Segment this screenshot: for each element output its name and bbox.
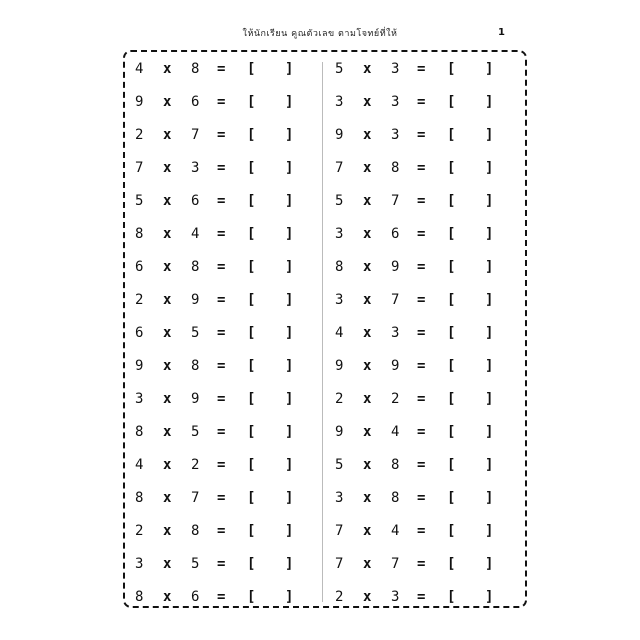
first-factor: 9	[135, 94, 144, 110]
multiply-sign: x	[363, 94, 372, 110]
answer-close-bracket: ]	[285, 556, 294, 572]
answer-open-bracket: [	[247, 424, 256, 440]
second-factor: 7	[391, 292, 400, 308]
equals-sign: =	[417, 193, 426, 209]
multiply-sign: x	[363, 259, 372, 275]
answer-close-bracket: ]	[485, 457, 494, 473]
equals-sign: =	[217, 391, 226, 407]
left-problem-column	[135, 61, 305, 629]
second-factor: 3	[391, 325, 400, 341]
first-factor: 9	[335, 127, 344, 143]
second-factor: 7	[191, 490, 200, 506]
second-factor: 8	[191, 259, 200, 275]
multiply-sign: x	[163, 325, 172, 341]
multiply-sign: x	[363, 490, 372, 506]
second-factor: 8	[191, 61, 200, 77]
answer-close-bracket: ]	[485, 259, 494, 275]
first-factor: 3	[335, 292, 344, 308]
equals-sign: =	[417, 292, 426, 308]
equals-sign: =	[217, 259, 226, 275]
second-factor: 5	[191, 556, 200, 572]
answer-open-bracket: [	[447, 589, 456, 605]
multiply-sign: x	[163, 589, 172, 605]
answer-close-bracket: ]	[285, 61, 294, 77]
answer-close-bracket: ]	[485, 94, 494, 110]
second-factor: 6	[191, 94, 200, 110]
first-factor: 2	[135, 127, 144, 143]
equals-sign: =	[217, 325, 226, 341]
answer-close-bracket: ]	[485, 391, 494, 407]
multiply-sign: x	[363, 424, 372, 440]
multiply-sign: x	[363, 325, 372, 341]
answer-open-bracket: [	[447, 292, 456, 308]
first-factor: 3	[335, 94, 344, 110]
answer-close-bracket: ]	[285, 457, 294, 473]
first-factor: 6	[135, 259, 144, 275]
first-factor: 2	[135, 523, 144, 539]
second-factor: 4	[391, 523, 400, 539]
answer-open-bracket: [	[247, 391, 256, 407]
equals-sign: =	[417, 424, 426, 440]
answer-open-bracket: [	[447, 325, 456, 341]
equals-sign: =	[417, 94, 426, 110]
answer-open-bracket: [	[447, 160, 456, 176]
second-factor: 3	[391, 94, 400, 110]
second-factor: 8	[391, 457, 400, 473]
answer-open-bracket: [	[247, 457, 256, 473]
answer-close-bracket: ]	[485, 556, 494, 572]
answer-close-bracket: ]	[485, 523, 494, 539]
first-factor: 5	[335, 193, 344, 209]
first-factor: 2	[135, 292, 144, 308]
equals-sign: =	[217, 160, 226, 176]
answer-open-bracket: [	[247, 61, 256, 77]
first-factor: 3	[135, 391, 144, 407]
second-factor: 6	[191, 589, 200, 605]
first-factor: 7	[335, 160, 344, 176]
answer-close-bracket: ]	[285, 358, 294, 374]
answer-close-bracket: ]	[485, 358, 494, 374]
answer-close-bracket: ]	[285, 94, 294, 110]
answer-close-bracket: ]	[485, 193, 494, 209]
second-factor: 9	[191, 391, 200, 407]
first-factor: 8	[335, 259, 344, 275]
answer-close-bracket: ]	[285, 292, 294, 308]
answer-open-bracket: [	[447, 61, 456, 77]
multiply-sign: x	[363, 457, 372, 473]
multiply-sign: x	[363, 523, 372, 539]
answer-open-bracket: [	[447, 424, 456, 440]
second-factor: 3	[391, 589, 400, 605]
answer-close-bracket: ]	[485, 127, 494, 143]
second-factor: 7	[391, 193, 400, 209]
equals-sign: =	[417, 556, 426, 572]
answer-close-bracket: ]	[485, 490, 494, 506]
first-factor: 3	[335, 226, 344, 242]
multiply-sign: x	[363, 193, 372, 209]
answer-open-bracket: [	[247, 226, 256, 242]
answer-close-bracket: ]	[485, 589, 494, 605]
equals-sign: =	[417, 523, 426, 539]
second-factor: 8	[391, 160, 400, 176]
answer-close-bracket: ]	[485, 160, 494, 176]
second-factor: 9	[191, 292, 200, 308]
answer-open-bracket: [	[247, 292, 256, 308]
answer-close-bracket: ]	[285, 391, 294, 407]
first-factor: 2	[335, 391, 344, 407]
equals-sign: =	[217, 94, 226, 110]
multiply-sign: x	[363, 292, 372, 308]
answer-open-bracket: [	[247, 523, 256, 539]
equals-sign: =	[417, 127, 426, 143]
second-factor: 7	[391, 556, 400, 572]
second-factor: 9	[391, 358, 400, 374]
answer-close-bracket: ]	[285, 226, 294, 242]
answer-close-bracket: ]	[285, 160, 294, 176]
answer-open-bracket: [	[447, 127, 456, 143]
answer-close-bracket: ]	[285, 523, 294, 539]
answer-close-bracket: ]	[285, 424, 294, 440]
equals-sign: =	[417, 457, 426, 473]
multiply-sign: x	[363, 226, 372, 242]
worksheet-title: ให้นักเรียน คูณตัวเลข ตามโจทย์ที่ให้	[242, 29, 398, 39]
equals-sign: =	[217, 523, 226, 539]
column-divider	[322, 62, 323, 602]
first-factor: 3	[335, 490, 344, 506]
answer-close-bracket: ]	[285, 259, 294, 275]
multiply-sign: x	[363, 127, 372, 143]
first-factor: 9	[335, 358, 344, 374]
multiply-sign: x	[363, 61, 372, 77]
second-factor: 8	[191, 523, 200, 539]
problem-row	[135, 589, 305, 629]
second-factor: 7	[191, 127, 200, 143]
first-factor: 8	[135, 226, 144, 242]
first-factor: 9	[335, 424, 344, 440]
first-factor: 7	[335, 556, 344, 572]
answer-open-bracket: [	[247, 94, 256, 110]
multiply-sign: x	[163, 226, 172, 242]
multiply-sign: x	[163, 556, 172, 572]
answer-open-bracket: [	[247, 556, 256, 572]
answer-open-bracket: [	[247, 127, 256, 143]
multiply-sign: x	[163, 61, 172, 77]
answer-close-bracket: ]	[485, 325, 494, 341]
second-factor: 2	[191, 457, 200, 473]
right-problem-column	[335, 61, 505, 629]
multiply-sign: x	[163, 160, 172, 176]
multiply-sign: x	[363, 391, 372, 407]
equals-sign: =	[217, 490, 226, 506]
second-factor: 8	[191, 358, 200, 374]
second-factor: 9	[391, 259, 400, 275]
answer-close-bracket: ]	[285, 325, 294, 341]
equals-sign: =	[217, 226, 226, 242]
equals-sign: =	[417, 325, 426, 341]
second-factor: 3	[391, 127, 400, 143]
answer-open-bracket: [	[447, 457, 456, 473]
second-factor: 5	[191, 325, 200, 341]
answer-open-bracket: [	[447, 490, 456, 506]
multiply-sign: x	[163, 94, 172, 110]
first-factor: 4	[335, 325, 344, 341]
equals-sign: =	[217, 424, 226, 440]
equals-sign: =	[217, 589, 226, 605]
equals-sign: =	[217, 127, 226, 143]
multiply-sign: x	[163, 523, 172, 539]
first-factor: 6	[135, 325, 144, 341]
second-factor: 3	[191, 160, 200, 176]
second-factor: 8	[391, 490, 400, 506]
multiply-sign: x	[163, 259, 172, 275]
answer-open-bracket: [	[447, 556, 456, 572]
equals-sign: =	[417, 391, 426, 407]
first-factor: 4	[135, 61, 144, 77]
answer-close-bracket: ]	[285, 127, 294, 143]
equals-sign: =	[417, 490, 426, 506]
answer-close-bracket: ]	[285, 589, 294, 605]
first-factor: 8	[135, 589, 144, 605]
answer-open-bracket: [	[247, 325, 256, 341]
answer-open-bracket: [	[247, 193, 256, 209]
answer-close-bracket: ]	[485, 226, 494, 242]
first-factor: 7	[135, 160, 144, 176]
multiply-sign: x	[363, 589, 372, 605]
second-factor: 4	[191, 226, 200, 242]
multiply-sign: x	[163, 457, 172, 473]
equals-sign: =	[217, 61, 226, 77]
answer-open-bracket: [	[447, 94, 456, 110]
first-factor: 8	[135, 424, 144, 440]
first-factor: 5	[335, 61, 344, 77]
first-factor: 3	[135, 556, 144, 572]
answer-open-bracket: [	[247, 490, 256, 506]
page-number: 1	[498, 27, 505, 38]
problem-row	[335, 589, 505, 629]
first-factor: 4	[135, 457, 144, 473]
multiply-sign: x	[163, 424, 172, 440]
second-factor: 2	[391, 391, 400, 407]
answer-open-bracket: [	[247, 358, 256, 374]
second-factor: 3	[391, 61, 400, 77]
answer-close-bracket: ]	[285, 490, 294, 506]
multiply-sign: x	[163, 358, 172, 374]
first-factor: 2	[335, 589, 344, 605]
equals-sign: =	[417, 226, 426, 242]
answer-open-bracket: [	[447, 259, 456, 275]
equals-sign: =	[217, 193, 226, 209]
first-factor: 9	[135, 358, 144, 374]
first-factor: 7	[335, 523, 344, 539]
answer-open-bracket: [	[247, 160, 256, 176]
equals-sign: =	[217, 358, 226, 374]
equals-sign: =	[417, 358, 426, 374]
answer-open-bracket: [	[447, 226, 456, 242]
multiply-sign: x	[163, 490, 172, 506]
multiply-sign: x	[163, 292, 172, 308]
equals-sign: =	[217, 292, 226, 308]
second-factor: 4	[391, 424, 400, 440]
answer-close-bracket: ]	[485, 61, 494, 77]
multiply-sign: x	[163, 391, 172, 407]
multiply-sign: x	[163, 193, 172, 209]
equals-sign: =	[417, 160, 426, 176]
multiply-sign: x	[363, 160, 372, 176]
answer-open-bracket: [	[447, 523, 456, 539]
multiply-sign: x	[163, 127, 172, 143]
equals-sign: =	[417, 259, 426, 275]
first-factor: 5	[335, 457, 344, 473]
second-factor: 6	[191, 193, 200, 209]
equals-sign: =	[417, 61, 426, 77]
answer-open-bracket: [	[447, 391, 456, 407]
equals-sign: =	[417, 589, 426, 605]
answer-open-bracket: [	[447, 358, 456, 374]
multiply-sign: x	[363, 556, 372, 572]
answer-open-bracket: [	[447, 193, 456, 209]
second-factor: 5	[191, 424, 200, 440]
answer-close-bracket: ]	[285, 193, 294, 209]
first-factor: 8	[135, 490, 144, 506]
equals-sign: =	[217, 556, 226, 572]
answer-close-bracket: ]	[485, 424, 494, 440]
answer-open-bracket: [	[247, 589, 256, 605]
answer-open-bracket: [	[247, 259, 256, 275]
second-factor: 6	[391, 226, 400, 242]
multiply-sign: x	[363, 358, 372, 374]
first-factor: 5	[135, 193, 144, 209]
answer-close-bracket: ]	[485, 292, 494, 308]
equals-sign: =	[217, 457, 226, 473]
